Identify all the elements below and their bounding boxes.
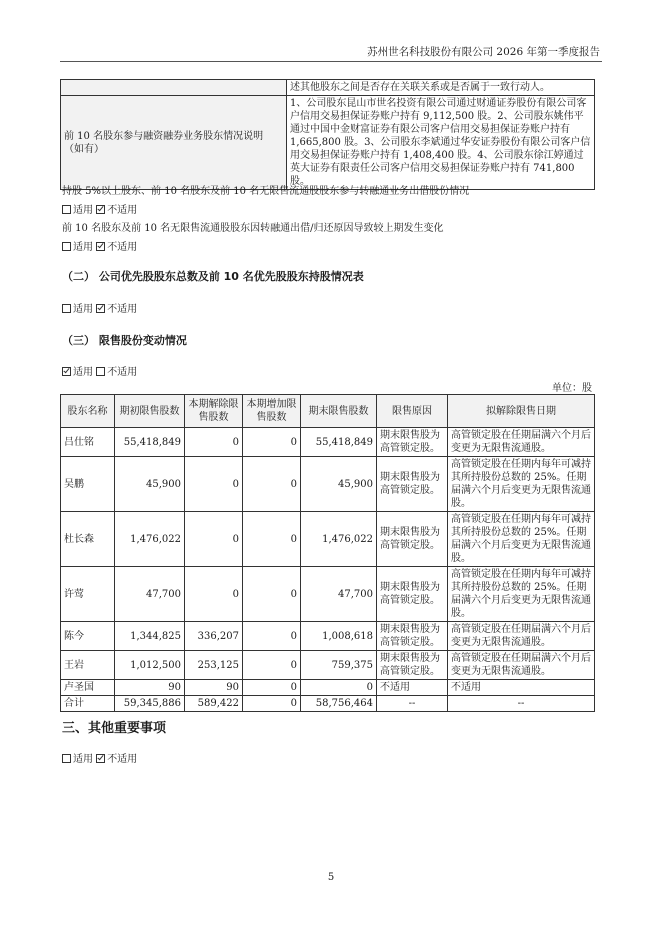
table-cell: 不适用 [377, 680, 448, 696]
table-cell: 0 [243, 651, 301, 680]
table-row [61, 512, 595, 567]
table-cell: 55,418,849 [115, 428, 185, 457]
table-cell: 1,012,500 [115, 651, 185, 680]
table-row [61, 567, 595, 622]
table-cell: 589,422 [185, 696, 243, 712]
table-cell: -- [448, 696, 595, 712]
column-header: 期初限售股数 [115, 395, 185, 428]
checkbox-checked-icon [62, 367, 71, 376]
checkbox-icon [62, 754, 71, 763]
table-row [61, 96, 595, 190]
table-cell: 高管锁定股在任期内每年可减持其所持股份总数的 25%。任期届满六个月后变更为无限售流通股。 [448, 512, 595, 567]
table-cell: 55,418,849 [301, 428, 377, 457]
table-cell: 90 [115, 680, 185, 696]
table-row [61, 428, 595, 457]
table-cell: 高管锁定股在任期届满六个月后变更为无限售流通股。 [448, 651, 595, 680]
table-cell: 0 [185, 512, 243, 567]
table-cell: 卢圣国 [61, 680, 115, 696]
table-cell: 0 [243, 457, 301, 512]
section-title-other-matters: 三、其他重要事项 [62, 721, 167, 736]
table-cell: 合计 [61, 696, 115, 712]
option-row-5: 适用 不适用 [62, 750, 137, 765]
table-cell: 58,756,464 [301, 696, 377, 712]
table-cell: 高管锁定股在任期内每年可减持其所持股份总数的 25%。任期届满六个月后变更为无限售流通股。 [448, 457, 595, 512]
table-cell: 45,900 [115, 457, 185, 512]
table-cell: 0 [243, 680, 301, 696]
column-header: 期末限售股数 [301, 395, 377, 428]
table-header-row [61, 395, 595, 428]
table-cell: 期末限售股为高管锁定股。 [377, 651, 448, 680]
table-cell: 0 [301, 680, 377, 696]
table-cell: 0 [185, 567, 243, 622]
table-cell: 0 [185, 428, 243, 457]
table-cell: 吴鹏 [61, 457, 115, 512]
table-cell: 47,700 [301, 567, 377, 622]
checkbox-icon [96, 367, 105, 376]
report-header-title: 苏州世名科技股份有限公司 2026 年第一季度报告 [367, 46, 600, 58]
page-number: 5 [327, 872, 335, 883]
table-total-row [61, 696, 595, 712]
table-cell: 0 [243, 622, 301, 651]
note-lending-title: 持股 5%以上股东、前 10 名股东及前 10 名无限售流通股股东参与转融通业务出借股份情况 [62, 186, 470, 197]
table-cell: 期末限售股为高管锁定股。 [377, 622, 448, 651]
table-cell: -- [377, 696, 448, 712]
column-header: 拟解除限售日期 [448, 395, 595, 428]
column-header: 限售原因 [377, 395, 448, 428]
table-cell: 期末限售股为高管锁定股。 [377, 457, 448, 512]
section-title-preferred: （二） 公司优先股股东总数及前 10 名优先股股东持股情况表 [62, 270, 364, 283]
checkbox-checked-icon [96, 205, 105, 214]
restricted-shares-table [60, 394, 595, 712]
table-cell: 陈今 [61, 622, 115, 651]
table-cell: 王岩 [61, 651, 115, 680]
table-cell: 253,125 [185, 651, 243, 680]
table-cell: 45,900 [301, 457, 377, 512]
table-cell: 0 [243, 428, 301, 457]
table-row [61, 651, 595, 680]
table-cell: 1,008,618 [301, 622, 377, 651]
checkbox-checked-icon [96, 754, 105, 763]
unit-label: 单位：股 [552, 383, 592, 394]
option-row-2: 适用 不适用 [62, 238, 137, 253]
checkbox-icon [62, 205, 71, 214]
table-cell: 1,344,825 [115, 622, 185, 651]
table-cell: 前 10 名股东参与融资融券业务股东情况说明（如有） [61, 96, 287, 190]
table-cell: 吕仕铭 [61, 428, 115, 457]
table-cell: 336,207 [185, 622, 243, 651]
table-row [61, 80, 595, 96]
table-cell: 杜长森 [61, 512, 115, 567]
top10-holders-table-continued [60, 79, 595, 190]
table-row [61, 680, 595, 696]
option-row-1: 适用 不适用 [62, 201, 137, 216]
option-row-4: 适用 不适用 [62, 363, 137, 378]
table-cell: 0 [185, 457, 243, 512]
table-cell: 759,375 [301, 651, 377, 680]
checkbox-icon [62, 242, 71, 251]
table-cell: 高管锁定股在任期内每年可减持其所持股份总数的 25%。任期届满六个月后变更为无限售流通股。 [448, 567, 595, 622]
table-cell: 高管锁定股在任期届满六个月后变更为无限售流通股。 [448, 622, 595, 651]
table-cell: 期末限售股为高管锁定股。 [377, 428, 448, 457]
column-header: 本期增加限售股数 [243, 395, 301, 428]
column-header: 股东名称 [61, 395, 115, 428]
table-cell: 1,476,022 [115, 512, 185, 567]
table-row [61, 622, 595, 651]
table-cell: 期末限售股为高管锁定股。 [377, 567, 448, 622]
table-cell [61, 80, 287, 96]
option-row-3: 适用 不适用 [62, 300, 137, 315]
checkbox-checked-icon [96, 304, 105, 313]
column-header: 本期解除限售股数 [185, 395, 243, 428]
table-cell: 高管锁定股在任期届满六个月后变更为无限售流通股。 [448, 428, 595, 457]
checkbox-checked-icon [96, 242, 105, 251]
note-change-title: 前 10 名股东及前 10 名无限售流通股股东因转融通出借/归还原因导致较上期发生变化 [62, 223, 444, 234]
table-cell: 不适用 [448, 680, 595, 696]
table-cell: 0 [243, 512, 301, 567]
table-cell: 期末限售股为高管锁定股。 [377, 512, 448, 567]
table-cell: 0 [243, 567, 301, 622]
header-divider [60, 61, 602, 62]
table-row [61, 457, 595, 512]
table-cell: 述其他股东之间是否存在关联关系或是否属于一致行动人。 [287, 80, 595, 96]
table-cell: 0 [243, 696, 301, 712]
section-title-restricted: （三） 限售股份变动情况 [62, 334, 187, 347]
checkbox-icon [62, 304, 71, 313]
table-cell: 59,345,886 [115, 696, 185, 712]
table-cell: 许莺 [61, 567, 115, 622]
table-cell: 1、公司股东昆山市世名投资有限公司通过财通证券股份有限公司客户信用交易担保证券账户持有 9,112,500 股。2、公司股东姚伟平通过中国中金财富证券有限公司客户信用交易担保证券账户持有 1,665,800 股。3、公司股东李斌通过华安证券股份有限公司客户信用交易担保证券账户持有 1,408,400 股。4、公司股东徐江婷通过英大证券有限责任公司客户信用交易担保证券账户持有 741,800 股。 [287, 96, 595, 190]
table-cell: 47,700 [115, 567, 185, 622]
table-cell: 90 [185, 680, 243, 696]
table-cell: 1,476,022 [301, 512, 377, 567]
